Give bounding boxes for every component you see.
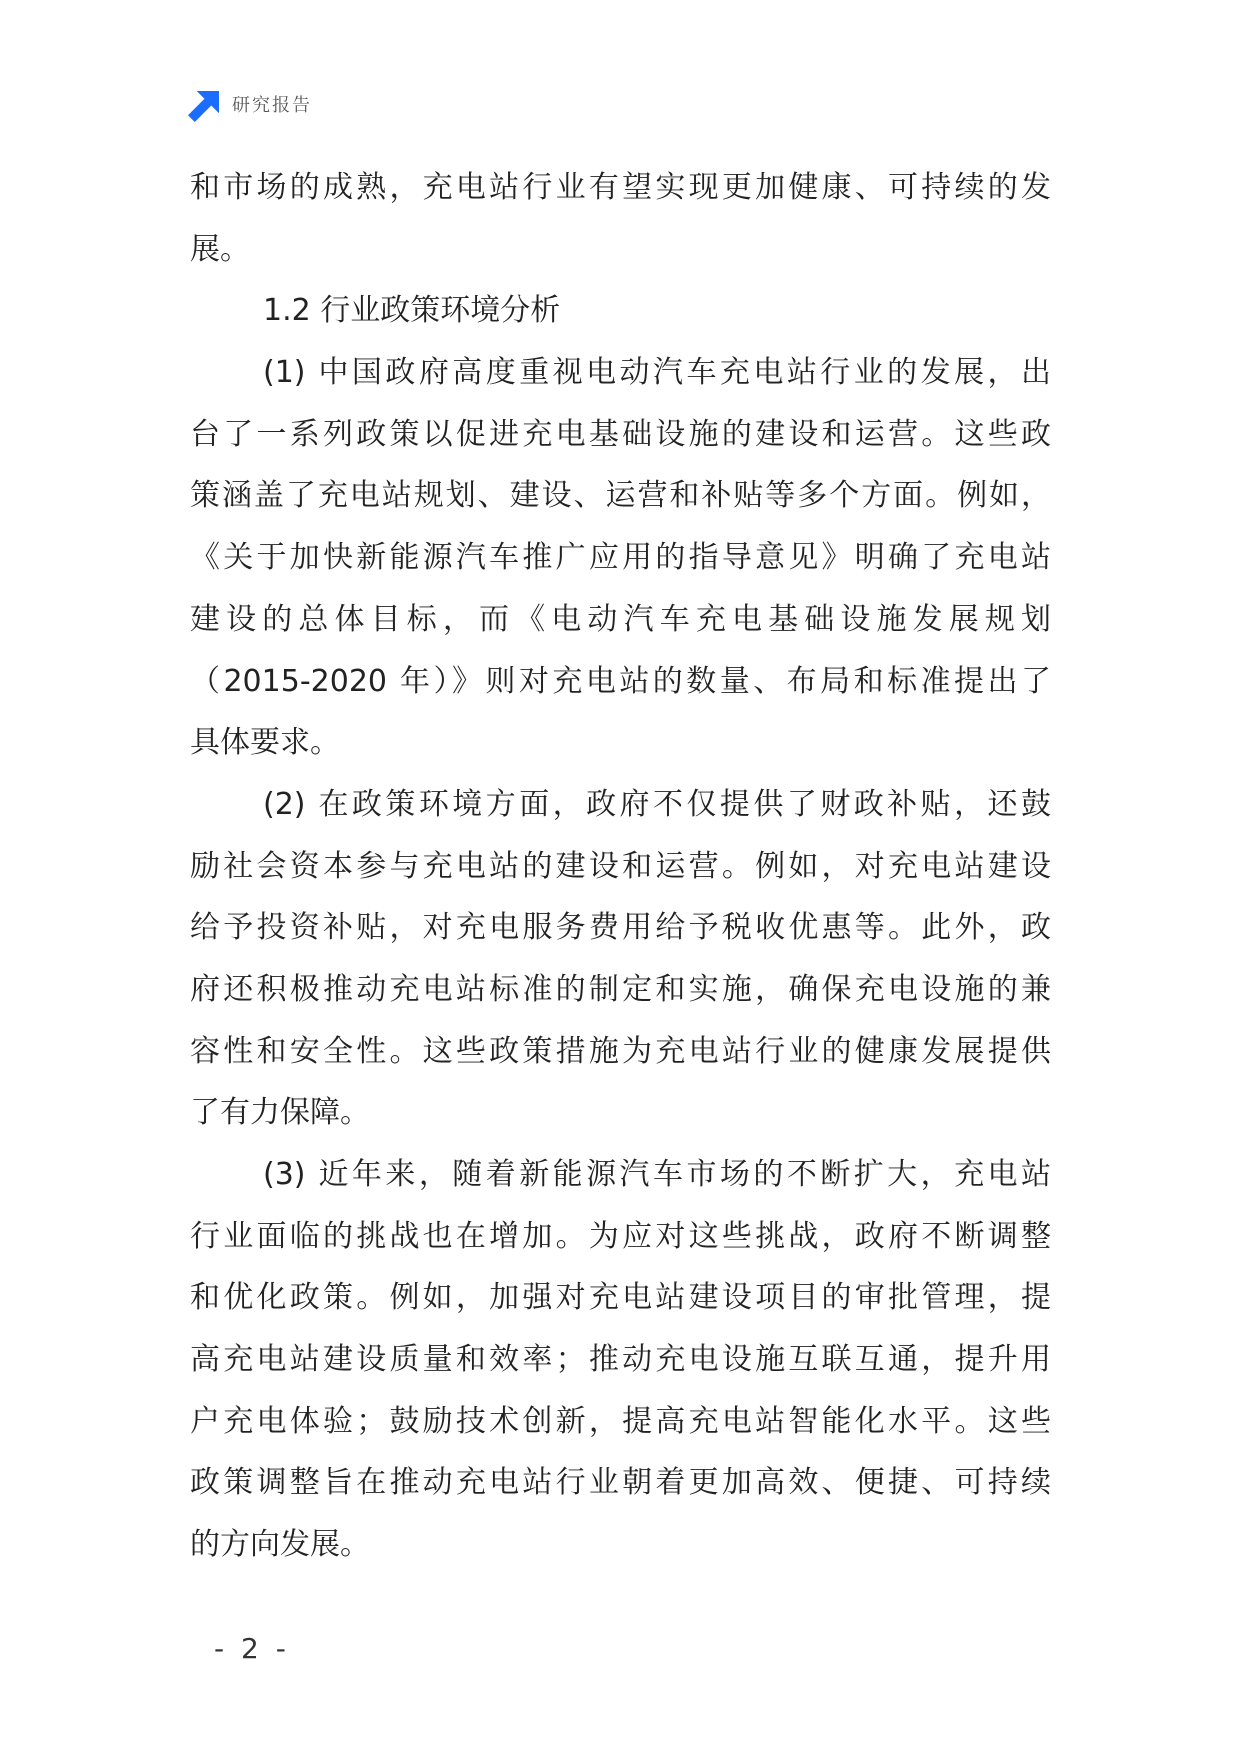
text-line: 和市场的成熟，充电站行业有望实现更加健康、可持续的发 [190,170,1051,205]
text-line: 策涵盖了充电站规划、建设、运营和补贴等多个方面。例如， [190,478,1051,514]
continuation-paragraph [190,157,1051,280]
policy-paragraph-1 [190,342,1051,774]
text-line: 行业面临的挑战也在增加。为应对这些挑战，政府不断调整 [190,1218,1051,1254]
report-body [190,157,1051,1576]
text-line: 高充电站建设质量和效率；推动充电设施互联互通，提升用 [190,1342,1051,1378]
text-line: 和优化政策。例如，加强对充电站建设项目的审批管理，提 [190,1280,1051,1316]
text-line: 台了一系列政策以促进充电基础设施的建设和运营。这些政 [190,416,1051,452]
text-line: (1) 中国政府高度重视电动汽车充电站行业的发展，出 [263,355,1051,391]
text-line: 励社会资本参与充电站的建设和运营。例如，对充电站建设 [190,848,1051,884]
header-title: 研究报告 [232,95,312,116]
policy-paragraph-2 [190,774,1051,1144]
text-line: 户充电体验；鼓励技术创新，提高充电站智能化水平。这些 [190,1403,1051,1439]
report-header [188,90,312,122]
text-line: 具体要求。 [190,725,340,761]
text-line: 政策调整旨在推动充电站行业朝着更加高效、便捷、可持续 [190,1465,1051,1501]
section-heading: 1.2 行业政策环境分析 [263,293,561,329]
text-line: 给予投资补贴，对充电服务费用给予税收优惠等。此外，政 [190,910,1051,946]
text-line: (2) 在政策环境方面，政府不仅提供了财政补贴，还鼓 [263,786,1051,822]
text-line: 容性和安全性。这些政策措施为充电站行业的健康发展提供 [190,1033,1051,1069]
text-line: (3) 近年来，随着新能源汽车市场的不断扩大，充电站 [263,1157,1051,1192]
page-number: - 2 - [214,1632,290,1665]
text-line: 展。 [190,231,250,267]
text-line: 了有力保障。 [190,1095,370,1131]
text-line: （2015-2020 年）》则对充电站的数量、布局和标准提出了 [190,663,1051,699]
arrow-up-right-logo-icon [188,91,219,122]
policy-paragraph-3 [190,1144,1051,1576]
text-line: 《关于加快新能源汽车推广应用的指导意见》明确了充电站 [190,540,1051,576]
text-line: 府还积极推动充电站标准的制定和实施，确保充电设施的兼 [190,971,1051,1007]
text-line: 的方向发展。 [190,1527,370,1563]
text-line: 建设的总体目标，而《电动汽车充电基础设施发展规划 [190,601,1051,637]
